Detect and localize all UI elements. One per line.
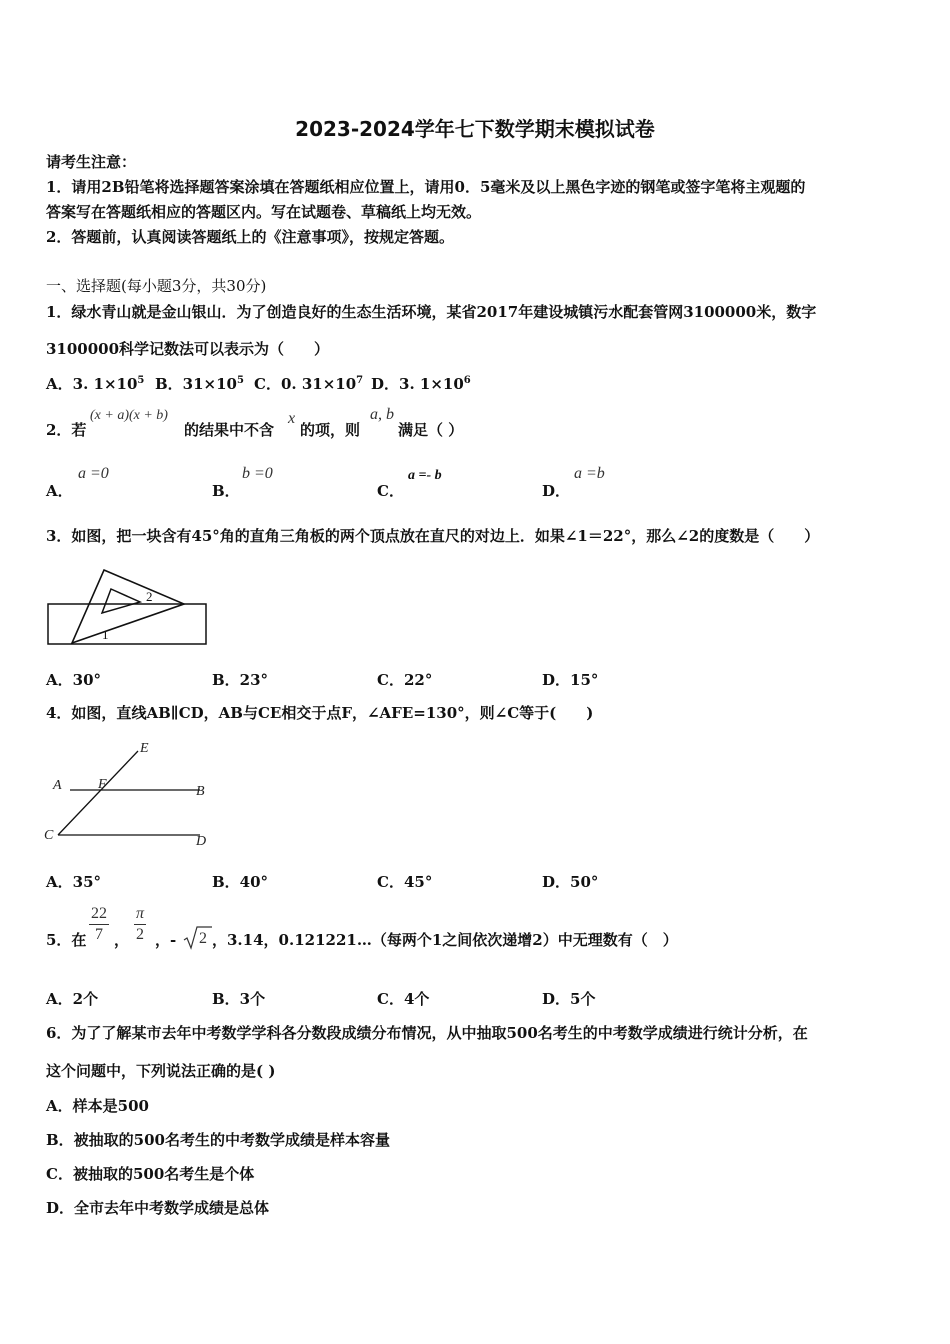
q1-option-d: D．3. $1\times 10^6$ xyxy=(371,375,471,393)
q2-prefix: 2．若 xyxy=(46,421,87,439)
q6-option-b: B．被抽取的500名考生的中考数学成绩是样本容量 xyxy=(46,1131,390,1149)
q5-fraction-pi-2: $\frac{\pi}{2}$ xyxy=(136,905,145,943)
notice-heading: 请考生注意： xyxy=(46,153,137,171)
q2-expression: (x + a)(x + b) xyxy=(90,408,168,423)
page-title: 2023-2024学年七下数学期末模拟试卷 xyxy=(295,117,655,141)
q2-vars: a, b xyxy=(370,406,394,423)
point-b-label: B xyxy=(196,784,205,799)
q1-line-2: 3100000科学记数法可以表示为（ ） xyxy=(46,340,330,358)
point-e-label: E xyxy=(140,741,149,756)
q5-option-b: B．3个 xyxy=(212,990,266,1008)
point-c-label: C xyxy=(44,828,54,843)
q5-prefix: 5．在 xyxy=(46,931,87,949)
q1-option-a: A．3. $1\times 10^5$ xyxy=(46,375,145,393)
q2-option-d-expr: a =b xyxy=(574,465,605,482)
point-a-label: A xyxy=(53,778,62,793)
triangle-outer xyxy=(72,570,184,643)
q6-option-d: D．全市去年中考数学成绩是总体 xyxy=(46,1199,270,1217)
q2-mid-1: 的结果中不含 xyxy=(184,421,275,439)
triangle-inner xyxy=(102,589,140,613)
q2-option-b-expr: b =0 xyxy=(242,465,273,482)
section-heading: 一、选择题(每小题3分，共30分) xyxy=(46,277,267,295)
q6-line-2: 这个问题中，下列说法正确的是( ) xyxy=(46,1062,276,1080)
q4-option-d: D．50° xyxy=(542,873,599,891)
point-d-label: D xyxy=(196,834,207,849)
q5-option-c: C．4个 xyxy=(377,990,430,1008)
notice-line-1: 1．请用2B铅笔将选择题答案涂填在答题纸相应位置上，请用0．5毫米及以上黑色字迹的钢笔或签字笔将主观题的 xyxy=(46,178,806,196)
q2-var-x: x xyxy=(288,410,296,427)
q3-option-b: B．23° xyxy=(212,671,269,689)
q5-sqrt-value: 2 xyxy=(199,930,207,947)
q5-fraction-22-7: $\frac{22}{7}$ xyxy=(91,905,107,943)
point-f-label: F xyxy=(98,777,107,792)
q4-option-b: B．40° xyxy=(212,873,269,891)
q1-line-1: 1．绿水青山就是金山银山．为了创造良好的生态生活环境，某省2017年建设城镇污水配套管网3100000米，数字 xyxy=(46,303,817,321)
q4-option-c: C．45° xyxy=(377,873,433,891)
q5-option-a: A．2个 xyxy=(46,990,99,1008)
q3-figure xyxy=(44,565,214,647)
q5-sqrt-prefix: ，- xyxy=(155,931,177,949)
q4-text: 4．如图，直线AB∥CD，AB与CE相交于点F，∠AFE=130°，则∠C等于( ) xyxy=(46,704,594,722)
q5-sqrt-symbol xyxy=(183,925,213,951)
angle-label-2: 2 xyxy=(146,589,153,604)
q2-option-c-label: C． xyxy=(377,482,404,500)
angle-label-1: 1 xyxy=(102,627,109,642)
q3-option-a: A．30° xyxy=(46,671,102,689)
q2-option-a-expr: a =0 xyxy=(78,465,109,482)
notice-line-2: 答案写在答题纸相应的答题区内。写在试题卷、草稿纸上均无效。 xyxy=(46,203,482,221)
q3-text: 3．如图，把一块含有45°角的直角三角板的两个顶点放在直尺的对边上．如果∠1＝22°，那么∠2的度数是（ ） xyxy=(46,527,820,545)
q5-suffix: ，3.14，0.121221…（每两个1之间依次递增2）中无理数有（ ） xyxy=(212,931,678,949)
q4-figure xyxy=(40,737,220,852)
q2-option-b-label: B． xyxy=(212,482,240,500)
q2-suffix: 满足（ ） xyxy=(398,421,464,439)
q4-option-a: A．35° xyxy=(46,873,102,891)
q2-option-c-expr: a =- b xyxy=(408,468,442,483)
q3-option-c: C．22° xyxy=(377,671,433,689)
q1-option-c: C．0. $31\times 10^7$ xyxy=(254,375,364,393)
q1-option-b: B．$31\times 10^5$ xyxy=(155,375,244,393)
q2-option-d-label: D． xyxy=(542,482,571,500)
q6-line-1: 6．为了了解某市去年中考数学学科各分数段成绩分布情况，从中抽取500名考生的中考数学成绩进行统计分析，在 xyxy=(46,1024,808,1042)
q2-mid-2: 的项，则 xyxy=(300,421,361,439)
q6-option-c: C．被抽取的500名考生是个体 xyxy=(46,1165,255,1183)
notice-line-3: 2．答题前，认真阅读答题纸上的《注意事项》，按规定答题。 xyxy=(46,228,454,246)
q6-option-a: A．样本是500 xyxy=(46,1097,149,1115)
q5-comma: ， xyxy=(114,931,130,949)
q2-option-a-label: A． xyxy=(46,482,73,500)
line-ce xyxy=(58,751,138,835)
q5-option-d: D．5个 xyxy=(542,990,596,1008)
q3-option-d: D．15° xyxy=(542,671,599,689)
